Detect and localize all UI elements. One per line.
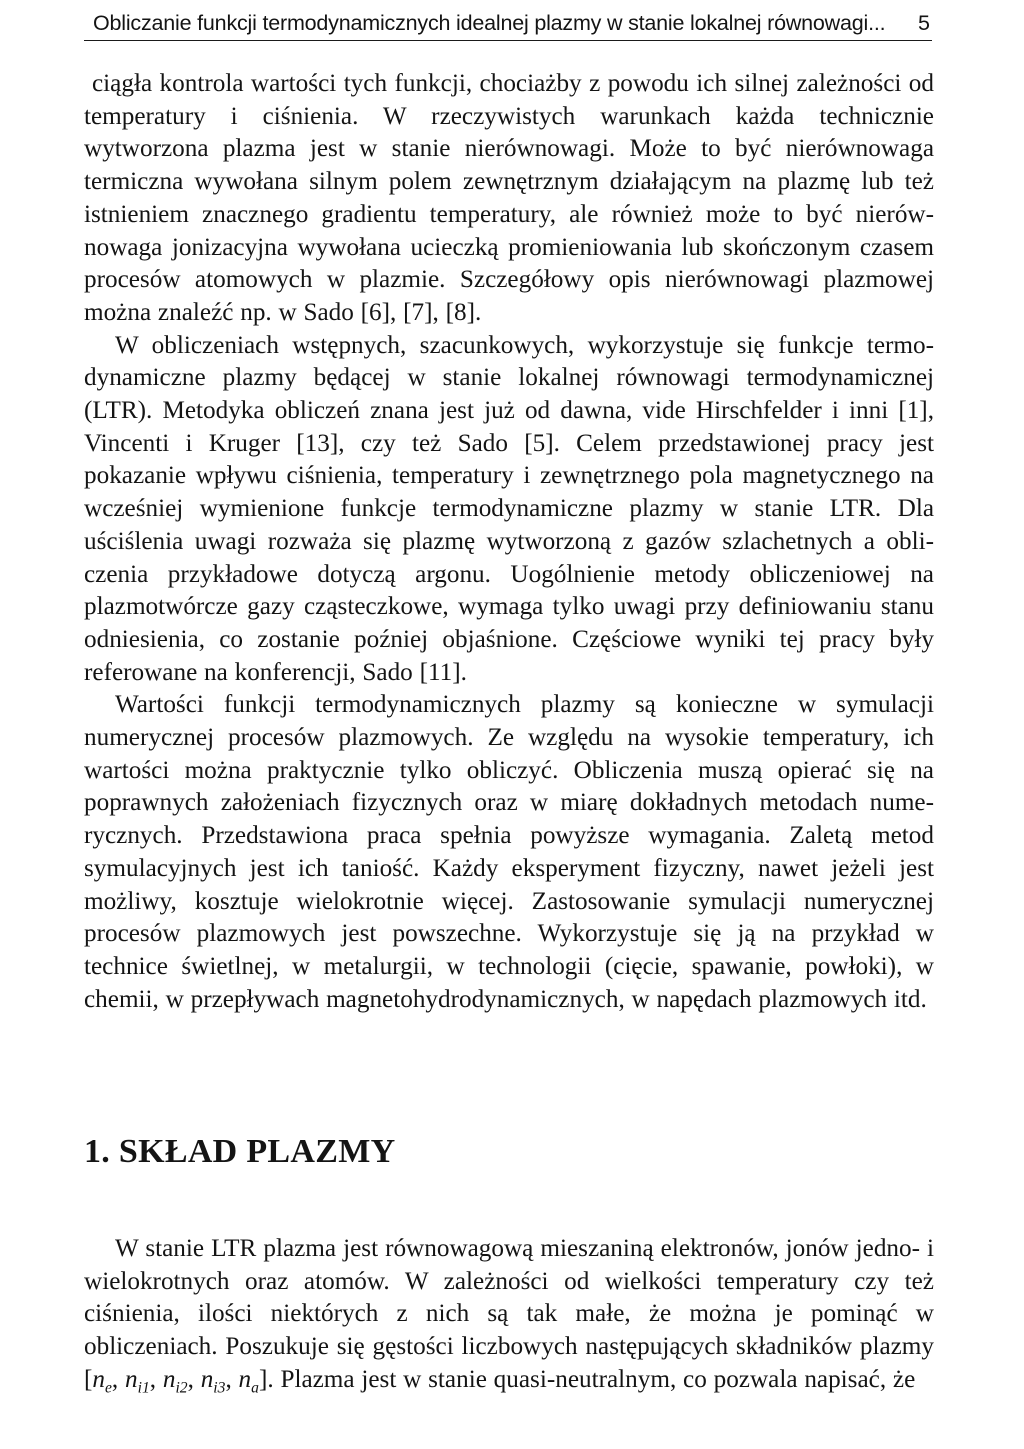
math-separator: , bbox=[149, 1365, 163, 1393]
math-subscript: e bbox=[104, 1379, 112, 1397]
math-separator: , bbox=[111, 1365, 126, 1393]
number-density-vector bbox=[84, 1365, 268, 1397]
math-symbol: n bbox=[92, 1365, 105, 1393]
math-subscript: i2 bbox=[175, 1379, 188, 1397]
math-term bbox=[162, 1365, 188, 1397]
running-header bbox=[84, 2, 932, 41]
section-heading: 1. SKŁAD PLAZMY bbox=[84, 1133, 396, 1170]
math-subscript: i1 bbox=[137, 1379, 150, 1397]
math-term bbox=[200, 1365, 226, 1397]
math-subscript: i3 bbox=[213, 1379, 226, 1397]
paragraph bbox=[84, 1233, 934, 1397]
page-number: 5 bbox=[918, 11, 930, 35]
math-term bbox=[125, 1365, 150, 1397]
body-text bbox=[84, 68, 934, 1016]
paragraph: W obliczeniach wstępnych, szacunkowych, wykorzystuje się funkcje termodynamiczne plazmy będącej w stanie lokalnej równowagi termodynamicznej (LTR). Metodyka obliczeń znana jest już od dawna, vide Hirschfelder i inni [1], Vincenti i Kruger [13], czy też Sado [5]. Celem przedstawionej pracy jest pokazanie wpływu ciśnienia, temperatury i zewnętrznego pola magnetycznego na wcześniej wymienione funkcje termodynamiczne plazmy w stanie LTR. Dla uściślenia uwagi rozważa się plazmę wytworzoną z gazów szlachetnych a obliczenia przykładowe dotyczą argonu. Uogólnienie metody obliczeniowej na plazmotwórcze gazy cząsteczkowe, wymaga tylko uwagi przy definiowaniu stanu odniesienia, co zostanie poźniej objaśnione. Częściowe wyniki tej pracy były referowane na konferencji, Sado [11]. bbox=[84, 331, 934, 686]
paragraph: ciągła kontrola wartości tych funkcji, chociażby z powodu ich silnej zależności od temperatury i ciśnienia. W rzeczywistych warunkach każda technicznie wytworzona plazma jest w stanie nierównowagi. Może to być nierównowaga termiczna wywołana silnym polem zewnętrznym działającym na plazmę lub też istnieniem znacznego gradientu temperatury, ale również może to być nierównowaga jonizacyjna wywołana ucieczką promieniowania lub skończonym czasem procesów atomowych w plazmie. Szczegółowy opis nierównowagi plazmowej można znaleźć np. w Sado [6], [7], [8]. bbox=[84, 70, 934, 326]
paragraph: Wartości funkcji termodynamicznych plazmy są konieczne w symulacji numerycznej procesów plazmowych. Ze względu na wysokie temperatury, ich wartości można praktycznie tylko obliczyć. Obliczenia muszą opierać się na poprawnych założeniach fizycznych oraz w miarę dokładnych metodach numerycznych. Przedstawiona praca spełnia powyższe wymagania. Zaletą metod symulacyjnych jest ich taniość. Każdy eksperyment fizyczny, nawet jeżeli jest możliwy, kosztuje wielokrotnie więcej. Zastosowanie symulacji numerycznej procesów plazmowych jest powszechne. Wykorzystuje się ją na przykład w technice świetlnej, w metalurgii, w technologii (cięcie, spawanie, powłoki), w chemii, w przepływach magnetohydrodynamicznych, w napędach plazmowych itd. bbox=[84, 691, 934, 1013]
math-subscript: a bbox=[251, 1379, 259, 1397]
running-title: Obliczanie funkcji termodynamicznych idealnej plazmy w stanie lokalnej równowagi... bbox=[93, 11, 886, 35]
math-symbol: n bbox=[200, 1365, 214, 1393]
math-term bbox=[92, 1365, 112, 1397]
math-symbol: n bbox=[125, 1365, 138, 1393]
paragraph-text: . Plazma jest w stanie quasi-neutralnym, co pozwala napisać, że bbox=[267, 1365, 916, 1393]
bracket-open: [ bbox=[84, 1365, 93, 1393]
math-separator: , bbox=[187, 1365, 201, 1393]
section-text bbox=[84, 1233, 934, 1397]
math-symbol: n bbox=[162, 1365, 176, 1393]
bracket-close: ] bbox=[258, 1365, 268, 1393]
math-symbol: n bbox=[238, 1365, 252, 1393]
paragraph-text: W stanie LTR plazma jest równowagową mieszaniną elektronów, jonów jedno- i wielokrotnych oraz atomów. W zależności od wielkości temperatury czy też ciśnienia, ilości niektórych z nich są tak małe, że można je pominąć w obliczeniach. Poszukuje się gęstości liczbowych następujących składników plazmy bbox=[84, 1235, 934, 1361]
math-separator: , bbox=[225, 1365, 239, 1393]
math-term bbox=[238, 1365, 259, 1397]
